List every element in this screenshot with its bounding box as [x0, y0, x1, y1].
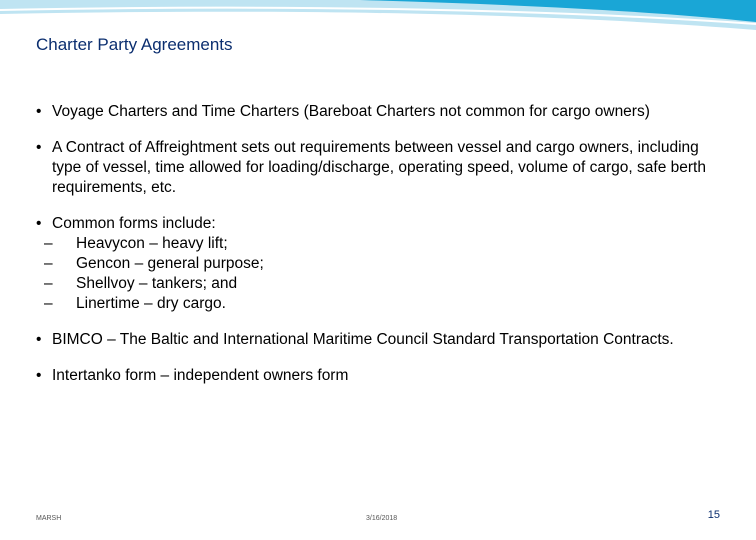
bullet-dot: • — [36, 139, 42, 156]
bullet-dot: • — [36, 367, 42, 384]
bullet-dot: • — [36, 331, 42, 348]
sub-dash: – — [44, 275, 53, 292]
bullet-item — [36, 138, 716, 198]
bullet-item — [36, 330, 716, 350]
bullet-text: Common forms include: — [52, 215, 216, 232]
sub-dash: – — [44, 235, 53, 252]
sub-dash: – — [44, 295, 53, 312]
sub-text: Linertime – dry cargo. — [76, 295, 226, 312]
bullet-dot: • — [36, 215, 42, 232]
sub-text: Shellvoy – tankers; and — [76, 275, 238, 292]
bullet-item — [36, 214, 716, 314]
sub-text: Gencon – general purpose; — [76, 255, 264, 272]
sub-dash: – — [44, 255, 53, 272]
sub-item — [44, 254, 716, 274]
bullet-text: Voyage Charters and Time Charters (Bareboat Charters not common for cargo owners) — [52, 103, 650, 120]
sub-text: Heavycon – heavy lift; — [76, 235, 228, 252]
bullet-text: BIMCO – The Baltic and International Maritime Council Standard Transportation Contracts. — [52, 331, 674, 348]
header-wave-decoration — [0, 0, 756, 40]
bullet-item — [36, 102, 716, 122]
sub-item — [44, 274, 716, 294]
footer-date: 3/16/2018 — [366, 515, 398, 522]
bullet-text: Intertanko form – independent owners form — [52, 367, 349, 384]
page-number: 15 — [707, 509, 720, 521]
slide-title: Charter Party Agreements — [36, 35, 233, 54]
bullet-text: A Contract of Affreightment sets out requirements between vessel and cargo owners, including type of vessel, time allowed for loading/discharge, operating speed, volume of cargo, safe berth requirements, etc. — [52, 139, 706, 196]
footer-company: MARSH — [36, 515, 62, 522]
bullet-item — [36, 366, 716, 386]
bullet-dot: • — [36, 103, 42, 120]
sub-item — [44, 234, 716, 254]
sub-list — [44, 234, 716, 314]
sub-item — [44, 294, 716, 314]
bullet-list — [36, 102, 716, 402]
